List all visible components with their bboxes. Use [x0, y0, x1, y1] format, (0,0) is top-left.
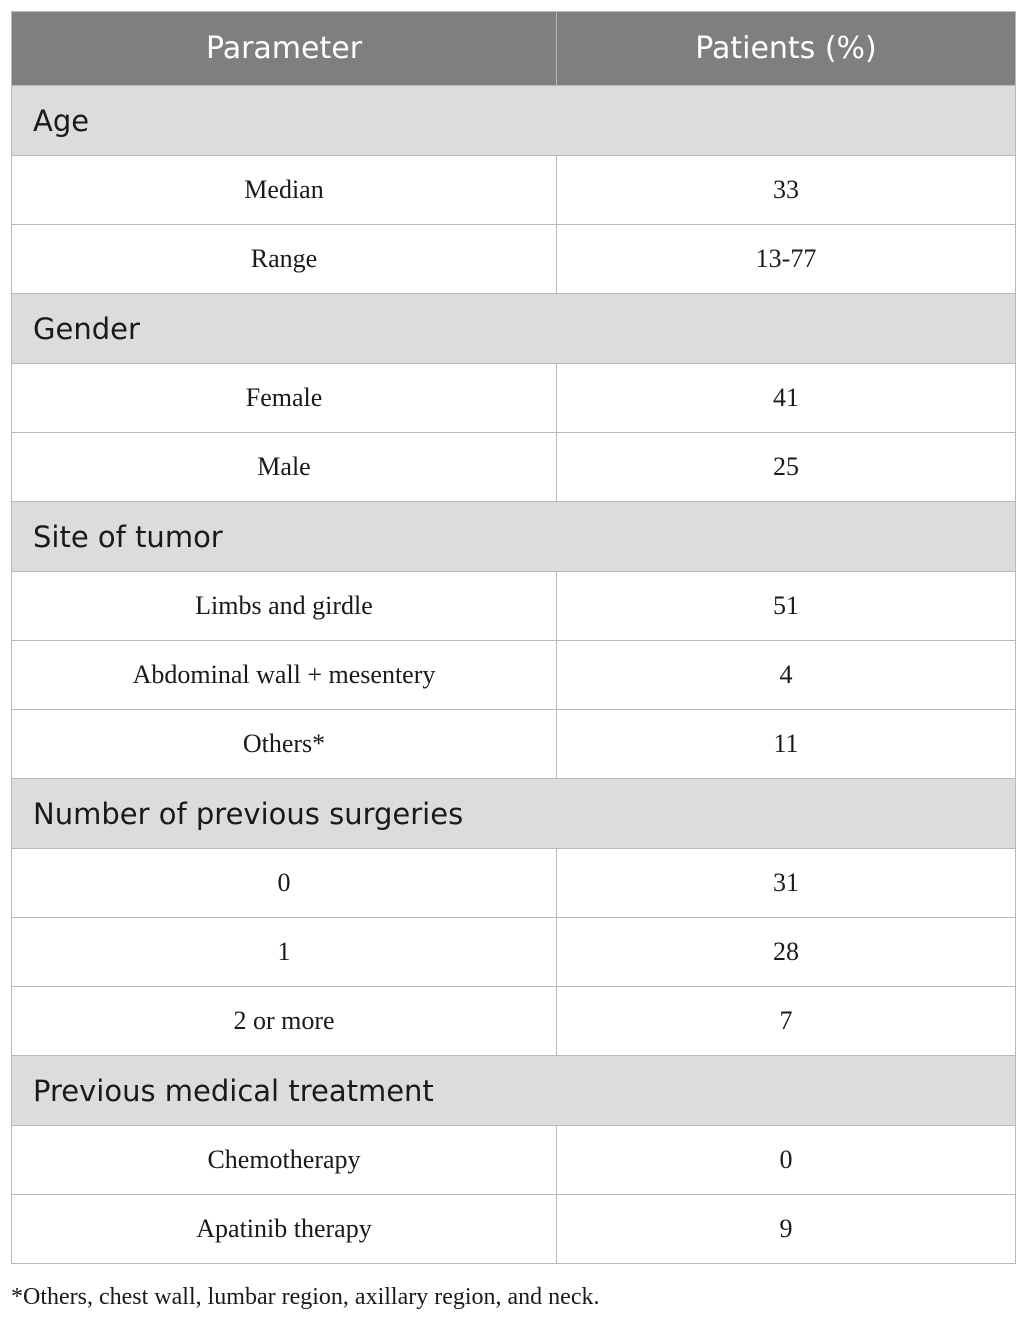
table-row	[12, 572, 1016, 641]
section-title: Age	[12, 86, 1016, 156]
parameter-cell: Others*	[12, 710, 557, 779]
section-row-previous-medical-treatment	[12, 1056, 1016, 1126]
section-title: Number of previous surgeries	[12, 779, 1016, 849]
parameter-cell: Male	[12, 433, 557, 502]
table-row	[12, 1126, 1016, 1195]
patient-characteristics-table	[11, 11, 1016, 1264]
section-row-age	[12, 86, 1016, 156]
table-row	[12, 918, 1016, 987]
header-parameter: Parameter	[12, 12, 557, 86]
value-cell: 31	[557, 849, 1016, 918]
section-title: Previous medical treatment	[12, 1056, 1016, 1126]
parameter-cell: Range	[12, 225, 557, 294]
parameter-cell: 1	[12, 918, 557, 987]
value-cell: 0	[557, 1126, 1016, 1195]
parameter-cell: 2 or more	[12, 987, 557, 1056]
value-cell: 25	[557, 433, 1016, 502]
section-row-previous-surgeries	[12, 779, 1016, 849]
table-row	[12, 849, 1016, 918]
value-cell: 51	[557, 572, 1016, 641]
parameter-cell: Limbs and girdle	[12, 572, 557, 641]
value-cell: 13-77	[557, 225, 1016, 294]
value-cell: 28	[557, 918, 1016, 987]
section-row-gender	[12, 294, 1016, 364]
table-row	[12, 710, 1016, 779]
table-row	[12, 1195, 1016, 1264]
table-row	[12, 364, 1016, 433]
section-row-site-of-tumor	[12, 502, 1016, 572]
value-cell: 33	[557, 156, 1016, 225]
patient-characteristics-table-container	[11, 11, 1015, 1264]
header-patients-percent: Patients (%)	[557, 12, 1016, 86]
table-row	[12, 156, 1016, 225]
table-header	[12, 12, 1016, 86]
value-cell: 41	[557, 364, 1016, 433]
value-cell: 11	[557, 710, 1016, 779]
parameter-cell: Apatinib therapy	[12, 1195, 557, 1264]
parameter-cell: 0	[12, 849, 557, 918]
table-row	[12, 987, 1016, 1056]
parameter-cell: Median	[12, 156, 557, 225]
parameter-cell: Chemotherapy	[12, 1126, 557, 1195]
section-title: Site of tumor	[12, 502, 1016, 572]
parameter-cell: Abdominal wall + mesentery	[12, 641, 557, 710]
value-cell: 9	[557, 1195, 1016, 1264]
table-row	[12, 641, 1016, 710]
value-cell: 4	[557, 641, 1016, 710]
parameter-cell: Female	[12, 364, 557, 433]
table-body	[12, 86, 1016, 1264]
table-row	[12, 433, 1016, 502]
table-footnote: *Others, chest wall, lumbar region, axillary region, and neck.	[11, 1284, 600, 1310]
value-cell: 7	[557, 987, 1016, 1056]
table-row	[12, 225, 1016, 294]
section-title: Gender	[12, 294, 1016, 364]
header-row	[12, 12, 1016, 86]
